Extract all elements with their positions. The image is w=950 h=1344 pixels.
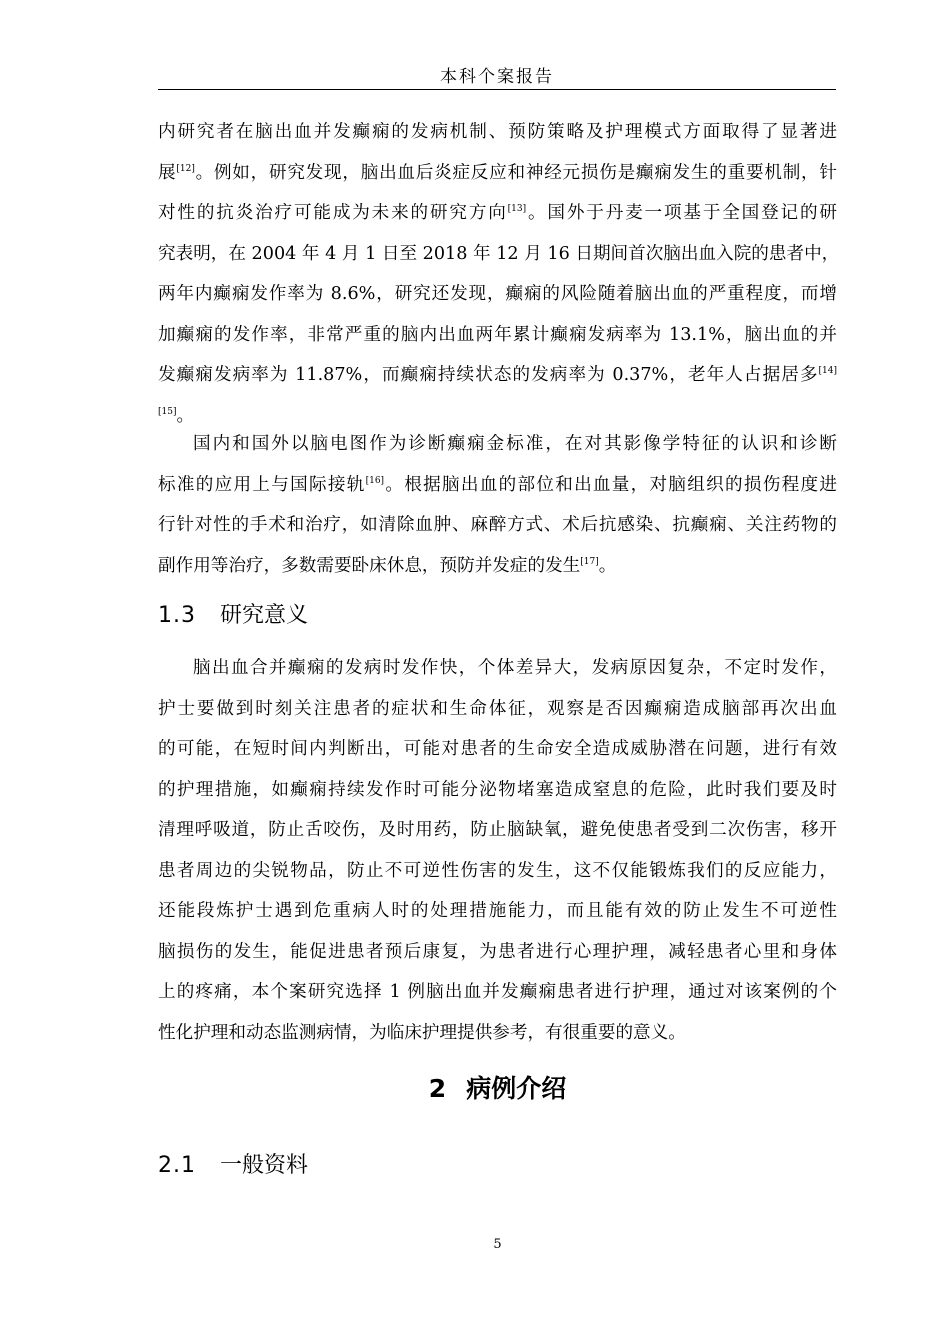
text-line: 行针对性的手术和治疗，如清除血肿、麻醉方式、术后抗感染、抗癫痫、关注药物的 [158,515,837,535]
text-line: 副作用等治疗，多数需要卧床休息，预防并发症的发生[17]。 [158,555,617,576]
text-line: 还能段炼护士遇到危重病人时的处理措施能力，而且能有效的防止发生不可逆性 [158,901,837,921]
paragraph-background-continued [158,112,840,436]
citation: [15] [158,406,177,417]
text-line: 脑损伤的发生，能促进患者预后康复，为患者进行心理护理，减轻患者心里和身体 [158,941,837,962]
text-line: 发癫痫发病率为 11.87%，而癫痫持续状态的发病率为 0.37%，老年人占据居多[14] [158,365,837,385]
citation: [17] [580,556,599,567]
page-number: 5 [493,1237,502,1252]
text-line: [15]。 [158,405,195,426]
section-title: 研究意义 [220,603,309,628]
page-header-title: 本科个案报告 [440,67,554,87]
text-line: 展[12]。例如，研究发现，脑出血后炎症反应和神经元损伤是癫痫发生的重要机制，针 [158,162,837,183]
text-line: 上的疼痛，本个案研究选择 1 例脑出血并发癫痫患者进行护理，通过对该案例的个 [158,982,837,1002]
text-line: 清理呼吸道，防止舌咬伤，及时用药，防止脑缺氧，避免使患者受到二次伤害，移开 [158,820,837,840]
section-heading-1-3 [158,601,308,631]
citation: [13] [507,204,527,214]
paragraph-diagnosis-treatment [158,424,837,586]
text-line: 患者周边的尖锐物品，防止不可逆性伤害的发生，这不仅能锻炼我们的反应能力， [158,860,837,881]
text-line: 脑出血合并癫痫的发病时发作快，个体差异大，发病原因复杂，不定时发作， [193,658,837,678]
text-line: 加癫痫的发作率，非常严重的脑内出血两年累计癫痫发病率为 13.1%，脑出血的并 [158,324,837,345]
citation: [12] [176,163,195,174]
text-line: 国内和国外以脑电图作为诊断癫痫金标准，在对其影像学特征的认识和诊断 [193,434,837,454]
section-title: 一般资料 [220,1153,309,1178]
chapter-title: 病例介绍 [466,1074,567,1103]
text-line: 内研究者在脑出血并发癫痫的发病机制、预防策略及护理模式方面取得了显著进 [158,122,837,142]
section-number: 2.1 [158,1153,196,1178]
text-line: 两年内癫痫发作率为 8.6%，研究还发现，癫痫的风险随着脑出血的严重程度，而增 [158,284,837,304]
text-line: 性化护理和动态监测病情，为临床护理提供参考，有很重要的意义。 [158,1022,686,1043]
text-line: 的可能，在短时间内判断出，可能对患者的生命安全造成威胁潜在问题，进行有效 [158,739,837,759]
citation: [14] [818,366,837,376]
text-line: 对性的抗炎治疗可能成为未来的研究方向[13]。国外于丹麦一项基于全国登记的研 [158,203,837,223]
chapter-number: 2 [428,1074,447,1103]
chapter-heading-2 [158,1072,837,1106]
text-line: 标准的应用上与国际接轨[16]。根据脑出血的部位和出血量，对脑组织的损伤程度进 [158,474,837,495]
section-number: 1.3 [158,603,196,628]
text-line: 的护理措施，如癫痫持续发作时可能分泌物堵塞造成窒息的危险，此时我们要及时 [158,779,837,800]
text-line: 护士要做到时刻关注患者的症状和生命体征，观察是否因癫痫造成脑部再次出血 [158,698,837,719]
text-line: 究表明，在 2004 年 4 月 1 日至 2018 年 12 月 16 日期间首次脑出血入院的患者中， [158,243,840,264]
paragraph-research-significance [158,648,837,1053]
header-divider [158,89,836,90]
citation: [16] [365,475,385,486]
section-heading-2-1 [158,1151,308,1181]
